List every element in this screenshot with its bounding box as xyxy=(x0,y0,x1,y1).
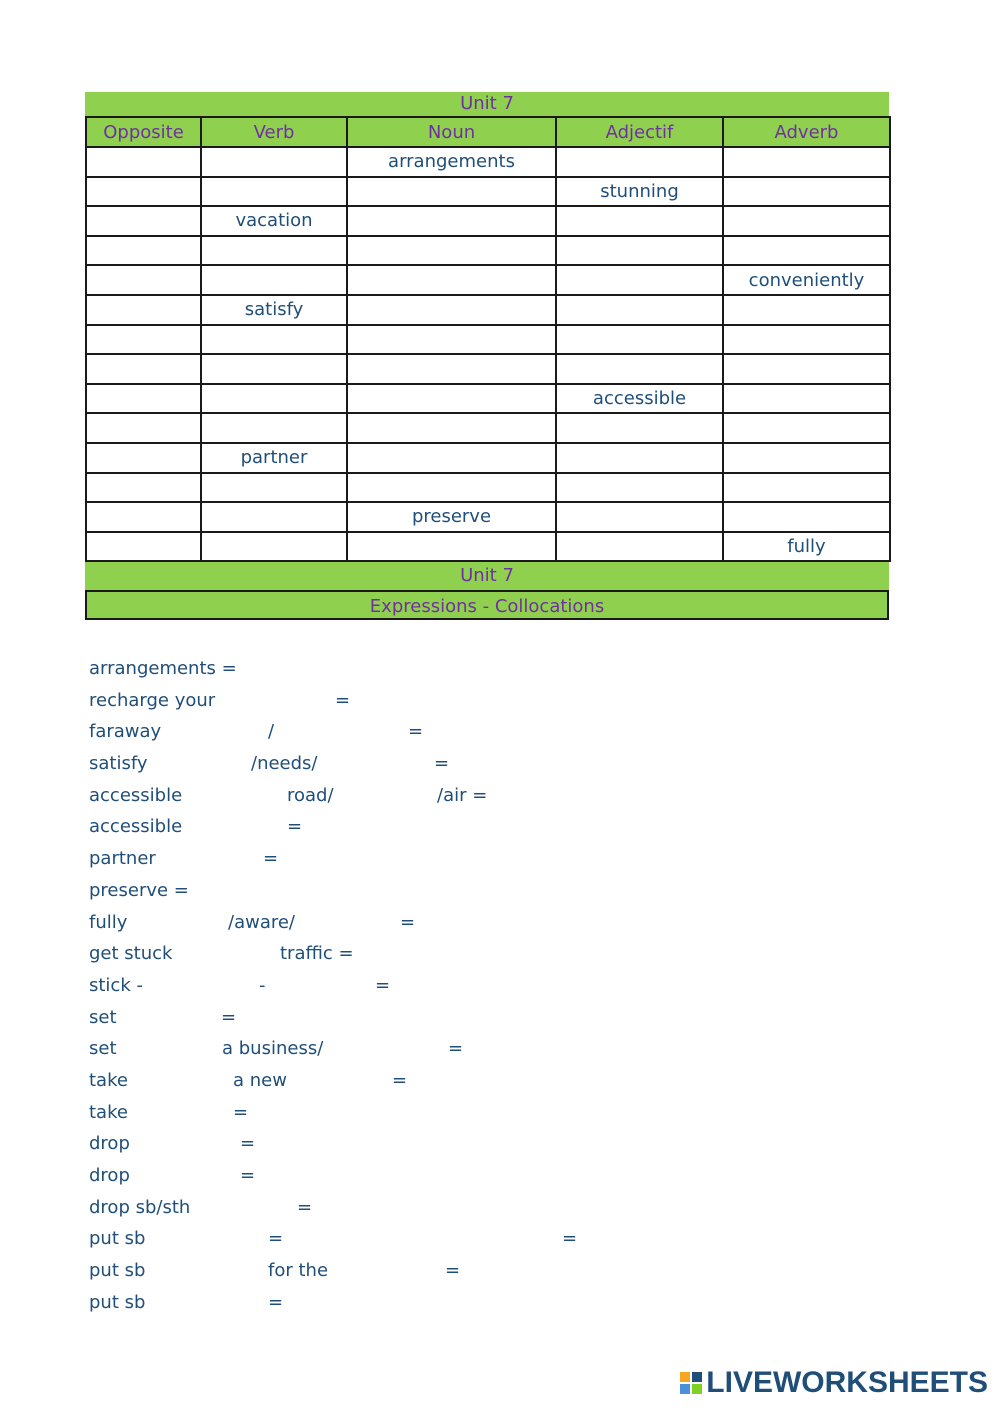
table-cell[interactable] xyxy=(347,295,556,325)
table-cell[interactable] xyxy=(723,384,890,414)
table-cell[interactable]: stunning xyxy=(556,177,723,207)
expression-text: /air = xyxy=(437,784,488,806)
table-cell[interactable] xyxy=(86,443,201,473)
expression-text: = xyxy=(408,721,424,743)
table-cell[interactable] xyxy=(201,532,347,562)
expression-text: = xyxy=(233,1101,249,1123)
expression-text: for the xyxy=(268,1260,329,1282)
table-cell[interactable] xyxy=(347,354,556,384)
expression-text: arrangements = xyxy=(89,658,237,679)
table-cell[interactable] xyxy=(201,473,347,503)
table-cell[interactable] xyxy=(556,295,723,325)
table-cell[interactable]: arrangements xyxy=(347,147,556,177)
expression-text: drop xyxy=(89,1165,130,1186)
column-header-noun: Noun xyxy=(347,117,556,147)
table-cell[interactable] xyxy=(347,413,556,443)
expression-text: accessible xyxy=(89,784,183,806)
table-row xyxy=(86,236,890,266)
expression-line xyxy=(89,1162,889,1194)
table-cell[interactable] xyxy=(556,413,723,443)
table-cell[interactable] xyxy=(556,325,723,355)
expression-text: = xyxy=(221,1006,237,1028)
table-cell[interactable] xyxy=(201,147,347,177)
table-cell[interactable] xyxy=(347,265,556,295)
expression-text: = xyxy=(562,1228,578,1250)
expression-text: put sb xyxy=(89,1228,146,1250)
table-row xyxy=(86,354,890,384)
table-cell[interactable] xyxy=(201,325,347,355)
table-cell[interactable] xyxy=(723,206,890,236)
table-cell[interactable] xyxy=(201,354,347,384)
table-cell[interactable] xyxy=(86,502,201,532)
table-cell[interactable] xyxy=(86,236,201,266)
expression-line xyxy=(89,1130,889,1162)
expression-text: = xyxy=(297,1196,313,1218)
table-cell[interactable] xyxy=(86,177,201,207)
table-cell[interactable]: preserve xyxy=(347,502,556,532)
table-cell[interactable] xyxy=(347,473,556,503)
expression-text: = xyxy=(445,1260,461,1282)
expression-text: = xyxy=(240,1133,256,1155)
column-header-adverb: Adverb xyxy=(723,117,890,147)
table-row xyxy=(86,443,890,473)
expression-text: drop xyxy=(89,1133,130,1155)
table-cell[interactable] xyxy=(556,443,723,473)
column-header-verb: Verb xyxy=(201,117,347,147)
expression-text: /aware/ xyxy=(228,911,295,933)
table-cell[interactable] xyxy=(201,413,347,443)
table-cell[interactable] xyxy=(723,325,890,355)
expression-line xyxy=(89,1289,889,1321)
expression-text: get stuck xyxy=(89,943,173,965)
expression-text: faraway xyxy=(89,721,162,743)
table-cell[interactable] xyxy=(86,473,201,503)
table-cell[interactable]: partner xyxy=(201,443,347,473)
expression-text: = xyxy=(287,816,303,838)
table-cell[interactable]: conveniently xyxy=(723,265,890,295)
expression-line xyxy=(89,1067,889,1099)
table-cell[interactable] xyxy=(86,384,201,414)
expression-text: accessible xyxy=(89,816,183,838)
expression-line xyxy=(89,1004,889,1036)
column-header-opposite: Opposite xyxy=(86,117,201,147)
expression-line xyxy=(89,813,889,845)
table-cell[interactable] xyxy=(86,413,201,443)
expression-text: recharge your xyxy=(89,689,216,711)
expression-text: set xyxy=(89,1006,117,1028)
table-row xyxy=(86,473,890,503)
expression-text: = xyxy=(375,974,391,996)
expression-text: fully xyxy=(89,911,128,933)
table-cell[interactable] xyxy=(347,384,556,414)
table-cell[interactable]: vacation xyxy=(201,206,347,236)
expression-line xyxy=(89,845,889,877)
expression-text: a business/ xyxy=(222,1038,324,1060)
table-row xyxy=(86,295,890,325)
expression-line xyxy=(89,972,889,1004)
table-cell[interactable] xyxy=(347,206,556,236)
liveworksheets-logo-icon xyxy=(680,1372,702,1394)
table-cell[interactable] xyxy=(556,354,723,384)
expressions-list xyxy=(89,655,889,1320)
table-cell[interactable] xyxy=(201,384,347,414)
expression-text: = xyxy=(268,1291,284,1313)
table-row xyxy=(86,532,890,562)
table-cell[interactable] xyxy=(556,502,723,532)
expression-text: / xyxy=(268,721,275,743)
table-row xyxy=(86,147,890,177)
unit-title: Unit 7 xyxy=(85,92,889,116)
logo-text: LIVEWORKSHEETS xyxy=(706,1366,988,1399)
expression-text: a new xyxy=(233,1069,287,1091)
table-row xyxy=(86,177,890,207)
table-cell[interactable] xyxy=(723,147,890,177)
expression-text: satisfy xyxy=(89,753,148,775)
expression-line xyxy=(89,1194,889,1226)
expression-line xyxy=(89,655,889,687)
expression-text: put sb xyxy=(89,1260,146,1282)
expression-line xyxy=(89,1035,889,1067)
expression-line xyxy=(89,687,889,719)
expression-text: set xyxy=(89,1038,117,1060)
expression-text: = xyxy=(268,1228,284,1250)
section2-subtitle: Expressions - Collocations xyxy=(85,590,889,620)
expression-text: /needs/ xyxy=(251,753,318,775)
table-cell[interactable] xyxy=(556,147,723,177)
table-cell[interactable] xyxy=(347,532,556,562)
expression-line xyxy=(89,1257,889,1289)
table-cell[interactable] xyxy=(723,502,890,532)
expression-line xyxy=(89,877,889,909)
table-cell[interactable] xyxy=(723,443,890,473)
expression-text: = xyxy=(263,848,279,870)
liveworksheets-logo xyxy=(680,1366,988,1400)
table-row xyxy=(86,325,890,355)
table-cell[interactable] xyxy=(347,443,556,473)
expression-line xyxy=(89,909,889,941)
expression-line xyxy=(89,940,889,972)
table-cell[interactable] xyxy=(723,413,890,443)
expression-line xyxy=(89,1225,889,1257)
table-cell[interactable] xyxy=(723,354,890,384)
expression-text: = xyxy=(335,689,351,711)
table-header-row xyxy=(86,117,890,147)
table-cell[interactable] xyxy=(723,236,890,266)
table-row xyxy=(86,384,890,414)
table-cell[interactable] xyxy=(201,502,347,532)
table-cell[interactable] xyxy=(347,325,556,355)
expression-text: take xyxy=(89,1069,128,1091)
expression-text: - xyxy=(259,974,266,996)
vocabulary-sheet xyxy=(85,92,889,620)
word-forms-table xyxy=(85,116,891,562)
table-row xyxy=(86,413,890,443)
expression-line xyxy=(89,718,889,750)
column-header-adjectif: Adjectif xyxy=(556,117,723,147)
table-cell[interactable] xyxy=(201,177,347,207)
section2-title: Unit 7 xyxy=(85,562,889,590)
expression-line xyxy=(89,750,889,782)
table-row xyxy=(86,206,890,236)
expression-line xyxy=(89,782,889,814)
table-row xyxy=(86,265,890,295)
table-row xyxy=(86,502,890,532)
expression-text: preserve = xyxy=(89,879,189,901)
table-cell[interactable] xyxy=(556,473,723,503)
expression-line xyxy=(89,1099,889,1131)
table-cell[interactable] xyxy=(723,473,890,503)
table-cell[interactable] xyxy=(201,265,347,295)
table-cell[interactable] xyxy=(723,177,890,207)
table-cell[interactable] xyxy=(556,532,723,562)
expression-text: = xyxy=(434,753,450,775)
table-cell[interactable] xyxy=(86,325,201,355)
expression-text: stick - xyxy=(89,974,143,996)
table-cell[interactable] xyxy=(86,295,201,325)
expression-text: = xyxy=(392,1069,408,1091)
expression-text: drop sb/sth xyxy=(89,1196,191,1218)
table-cell[interactable] xyxy=(201,236,347,266)
expression-text: = xyxy=(400,911,416,933)
expression-text: = xyxy=(448,1038,464,1060)
expression-text: road/ xyxy=(287,784,334,806)
table-cell[interactable] xyxy=(556,236,723,266)
table-cell[interactable] xyxy=(347,236,556,266)
expression-text: put sb xyxy=(89,1291,146,1313)
table-cell[interactable] xyxy=(86,354,201,384)
table-cell[interactable]: fully xyxy=(723,532,890,562)
word-forms-body xyxy=(86,147,890,561)
table-cell[interactable] xyxy=(86,265,201,295)
table-cell[interactable] xyxy=(86,532,201,562)
expression-text: = xyxy=(240,1165,256,1186)
table-cell[interactable]: accessible xyxy=(556,384,723,414)
table-cell[interactable]: satisfy xyxy=(201,295,347,325)
expression-text: take xyxy=(89,1101,128,1123)
table-cell[interactable] xyxy=(86,147,201,177)
table-cell[interactable] xyxy=(723,295,890,325)
table-cell[interactable] xyxy=(556,265,723,295)
expression-text: partner xyxy=(89,848,156,870)
expression-text: traffic = xyxy=(280,943,354,965)
table-cell[interactable] xyxy=(347,177,556,207)
table-cell[interactable] xyxy=(86,206,201,236)
table-cell[interactable] xyxy=(556,206,723,236)
